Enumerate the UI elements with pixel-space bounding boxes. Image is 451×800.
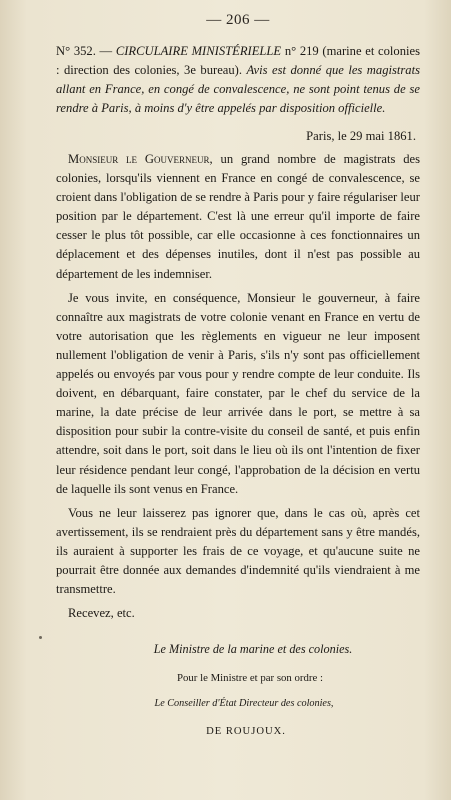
closing-formula: Recevez, etc. [68,606,135,621]
salutation: Monsieur le Gouverneur, [68,152,213,166]
circular-kind: CIRCULAIRE MINISTÉRIELLE [115,44,282,58]
signature-title: Le Ministre de la marine et des colonies. [153,642,353,657]
ink-spot [39,636,42,639]
circular-reference: n° 219 (marine et colonies : direction des colonies, 3e bureau). [56,44,420,77]
signature-conseiller: Le Conseiller d'État Directeur des colonies, [154,698,334,710]
circular-header [56,42,420,118]
paragraph-3: Vous ne leur laisserez pas ignorer que, dans le cas où, après cet avertissement, ils se rendraient près du département sans y être mandés, ils auraient à supporter les frais de ce voyage, et qu'aucune suite ne pourrait être donnée aux demandes d'indemnité qu'ils viendraient à me transmettre. [56,505,420,597]
paragraph-1 [56,150,420,284]
paragraph-2: Je vous invite, en conséquence, Monsieur le gouverneur, à faire connaître aux magistrats de votre colonie venant en France en vertu de votre autorisation que les règlements en vigueur ne leur imposent nullement l'obligation de venir à Paris, s'ils n'y sont pas officiellement appelés ou envoyés par vous pour y rendre compte de leur conduite. Ils doivent, en débarquant, faire constater, par le chef du service de la marine, la date précise de leur arrivée dans le port, se mettre à sa disposition pour subir la contre-visite du conseil de santé, et puis enfin attendre, soit dans le port, soit dans le lieu où ils ont l'intention de fixer leur résidence pendant leur congé, l'approbation de la décision en vertu de laquelle ils sont venus en France. [56,290,420,496]
circular-number: N° 352. — [56,44,113,58]
date-line: Paris, le 29 mai 1861. [306,129,416,143]
signature-for-minister: Pour le Ministre et par son ordre : [176,672,324,685]
paragraph-1-body: un grand nombre de magistrats des colonies, lorsqu'ils viennent en France en congé de convalescence, se croient dans l'obligation de se rendre à Paris pour y faire régulariser leur position par le département. C'est là une erreur qu'il importe de faire cesser le plus tôt possible, car elle occasionne à ces fonctionnaires un déplacement et des dépenses inutiles, dont il n'est pas possible au département de les indemniser. [56,152,420,281]
circular-summary: Avis est donné que les magistrats allant en France, en congé de convalescence, ne sont point tenus de se rendre à Paris, à moins d'y être appelés par disposition officielle. [56,63,420,115]
signature-name: DE ROUJOUX. [206,726,286,738]
page-content [56,12,420,740]
page-number: — 206 — [206,12,270,28]
